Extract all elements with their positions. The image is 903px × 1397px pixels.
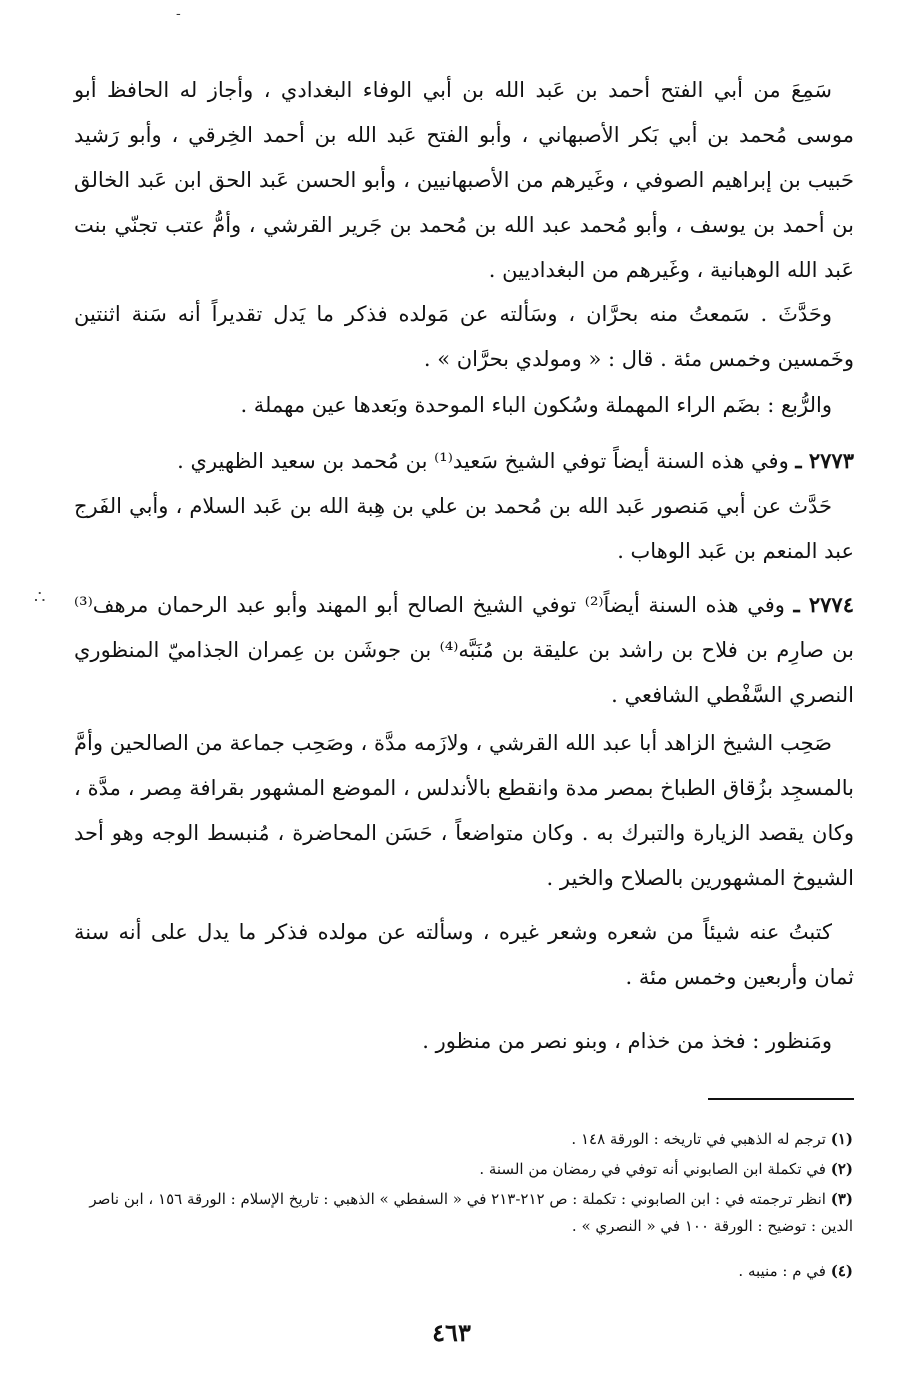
page-number: ٤٦٣ xyxy=(432,1318,471,1347)
footnote-text: في م : منيبه . xyxy=(738,1262,826,1280)
footnote-text: ترجم له الذهبي في تاريخه : الورقة ١٤٨ . xyxy=(571,1130,826,1148)
entry-title: وفي هذه السنة أيضاً توفي الشيخ سَعيد⁽¹⁾ بن مُحمد بن سعيد الظهيري . xyxy=(177,449,789,473)
footnote xyxy=(78,1156,853,1183)
entry-number: ٢٧٧٣ ـ xyxy=(795,448,854,473)
paragraph-poetry: كتبتُ عنه شيئاً من شعره وشعر غيره ، وسألته عن مولده فذكر ما يدل على أنه سنة ثمان وأربعين وخمس مئة . xyxy=(74,920,854,989)
footnote xyxy=(78,1186,853,1240)
footnote xyxy=(78,1126,853,1153)
footnote-number: (٤) xyxy=(830,1262,853,1280)
footnote-text: في تكملة ابن الصابوني أنه توفي في رمضان من السنة . xyxy=(479,1160,826,1178)
footnote-number: (٣) xyxy=(830,1190,853,1208)
side-margin-mark: ∴ xyxy=(34,587,46,608)
paragraph-teachers: سَمِعَ من أبي الفتح أحمد بن عَبد الله بن أبي الوفاء البغدادي ، وأجاز له الحافظ أبو موسى مُحمد بن أبي بَكر الأصبهاني ، وأبو الفتح عَبد الله بن أحمد الخِرقي ، وأبو رَشيد حَبيب بن إبراهيم الصوفي ، وغَيرهم من الأصبهانيين ، وأبو الحسن عَبد الحق ابن عَبد الخالق بن أحمد بن يوسف ، وأبو مُحمد عبد الله بن مُحمد بن جَرير القرشي ، وأمُّ عتب تجنّي بنت عَبد الله الوهبانية ، وغَيرهم من البغداديين . xyxy=(74,78,854,282)
footnote-number: (٢) xyxy=(830,1160,853,1178)
top-margin-mark: - xyxy=(176,6,181,22)
entry-2774-heading xyxy=(74,582,854,718)
paragraph-companionship: صَحِب الشيخ الزاهد أبا عبد الله القرشي ، ولازَمه مدَّة ، وصَحِب جماعة من الصالحين وأمَّ بالمسجِد بزُقاق الطباخ بمصر مدة وانقطع بالأندلس ، الموضع المشهور بقرافة مِصر ، مدَّة ، وكان يقصد الزيارة والتبرك به . وكان متواضعاً ، حَسَن المحاضرة ، مُنبسط الوجه وهو أحد الشيوخ المشهورين بالصلاح والخير . xyxy=(74,731,854,890)
footnote xyxy=(78,1258,853,1285)
paragraph-rub-note: والرُّبع : بضَم الراء المهملة وسُكون الباء الموحدة وبَعدها عين مهملة . xyxy=(240,393,832,417)
entry-number: ٢٧٧٤ ـ xyxy=(793,592,854,617)
entry-2773-heading xyxy=(74,438,854,484)
footnote-text: انظر ترجمته في : ابن الصابوني : تكملة : ص ٢١٢-٢١٣ في « السفطي » الذهبي : تاريخ الإسلام : الورقة ١٥٦ ، ابن ناصر الدين : توضيح : الورقة ١٠٠ في « النصري » . xyxy=(89,1190,853,1235)
paragraph-manzur-note: ومَنظور : فخذ من خذام ، وبنو نصر من منظور . xyxy=(422,1029,832,1053)
entry-title: وفي هذه السنة أيضاً⁽²⁾ توفي الشيخ الصالح أبو المهند وأبو عبد الرحمان مرهف⁽³⁾ بن صارِم بن فلاح بن راشد بن عليقة بن مُنَبَّه⁽⁴⁾ بن جوشَن بن عِمران الجذاميّ المنظوري النصري السَّفْطي الشافعي . xyxy=(74,593,854,707)
paragraph-birth: وحَدَّثَ . سَمعتُ منه بحرَّان ، وسَألته عن مَولده فذكر ما يَدل تقديراً أنه سَنة اثنتين وخَمسين وخمس مئة . قال : « ومولدي بحرَّان » . xyxy=(74,302,854,371)
paragraph-hadith-2773: حَدَّث عن أبي مَنصور عَبد الله بن مُحمد بن علي بن هِبة الله بن عَبد السلام ، وأبي الفَرج عبد المنعم بن عَبد الوهاب . xyxy=(74,494,854,563)
footnote-separator xyxy=(708,1098,854,1100)
footnote-number: (١) xyxy=(830,1130,853,1148)
